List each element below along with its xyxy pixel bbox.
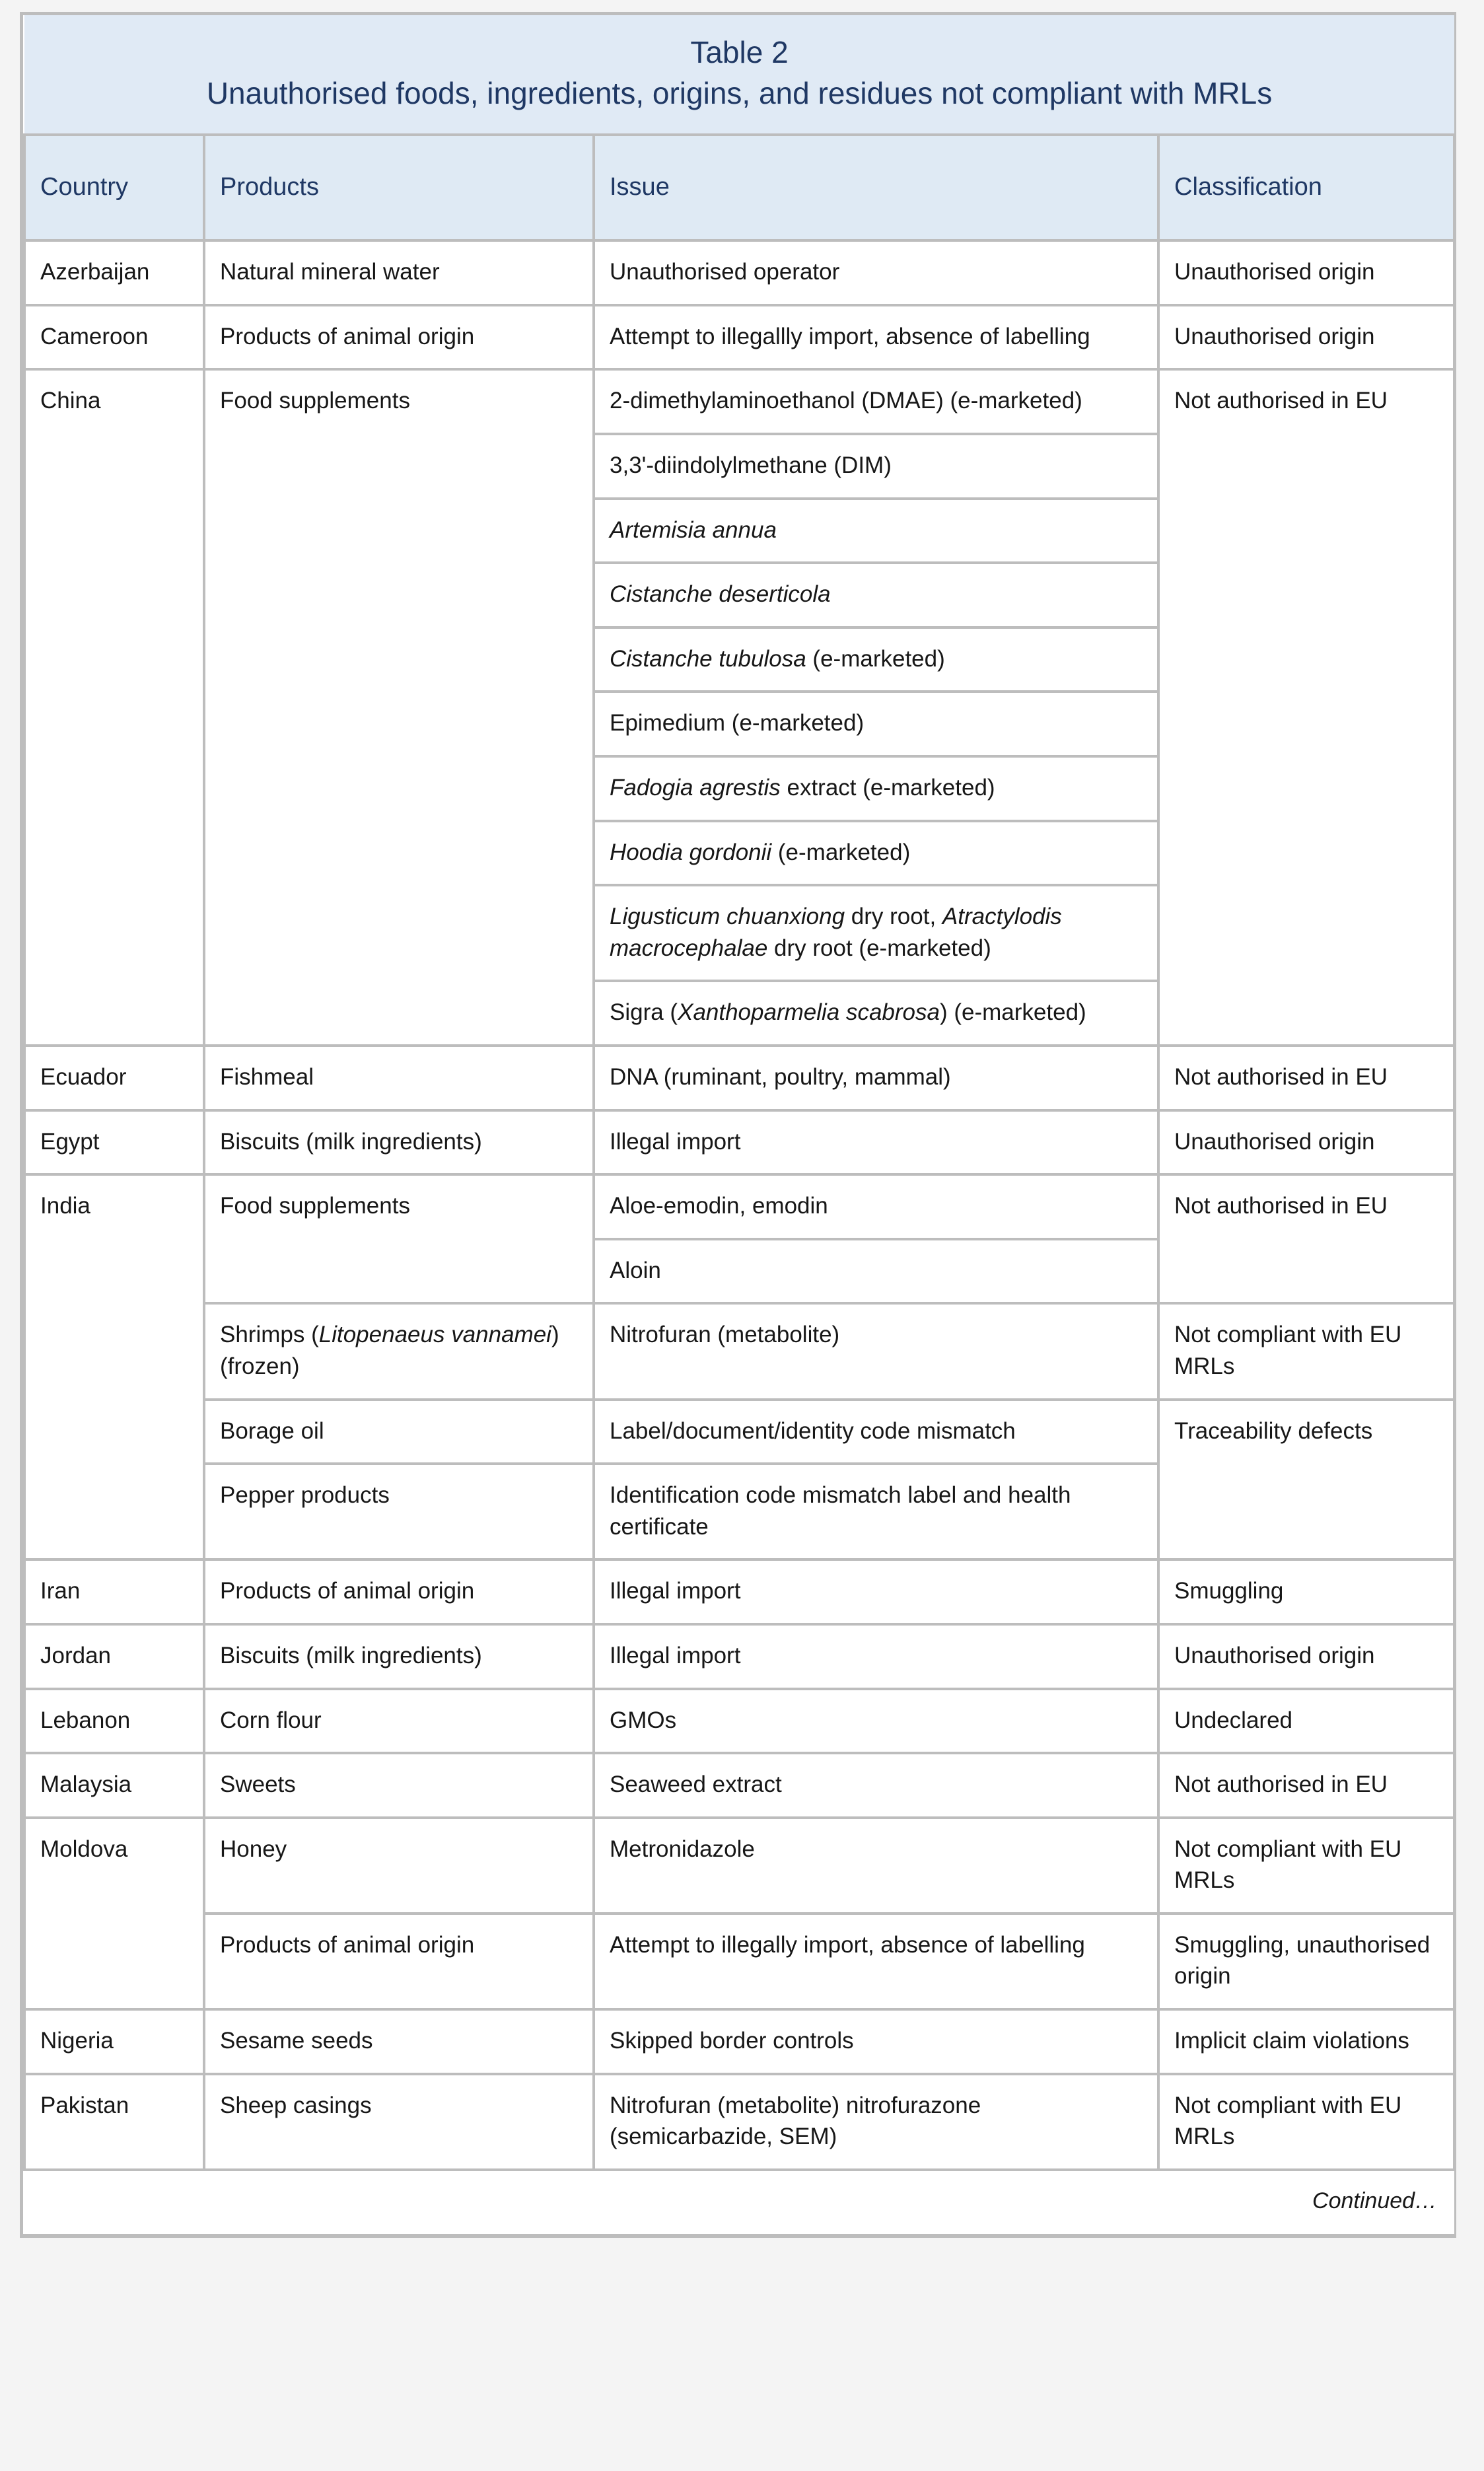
cell-issue-group: [594, 369, 1158, 1046]
issue-subrow: [595, 692, 1157, 756]
issue-text: (e-marketed): [771, 839, 911, 865]
table-row: [24, 1624, 1454, 1689]
table-caption-row: [24, 15, 1454, 135]
cell-issue: Unauthorised operator: [594, 240, 1158, 305]
cell-classification: Not authorised in EU: [1158, 1174, 1454, 1303]
issue-subtable: [595, 1176, 1157, 1302]
issue-subrow: [595, 981, 1157, 1044]
cell-issue: Seaweed extract: [594, 1753, 1158, 1818]
issue-subrow: [595, 434, 1157, 499]
cell-product: Fishmeal: [204, 1046, 594, 1110]
cell-issue: [595, 885, 1157, 981]
issue-text: (e-marketed): [806, 645, 945, 672]
table-row: [24, 2009, 1454, 2074]
issue-text: dry root (e-marketed): [767, 935, 991, 961]
product-species-name: Litopenaeus vannamei: [318, 1322, 551, 1348]
table-row: [24, 1110, 1454, 1175]
cell-product: Natural mineral water: [204, 240, 594, 305]
issue-species-name: Cistanche deserticola: [610, 581, 831, 608]
cell-classification: Traceability defects: [1158, 1400, 1454, 1560]
column-header-classification: Classification: [1158, 135, 1454, 240]
cell-country: Nigeria: [24, 2009, 204, 2074]
cell-issue: Metronidazole: [594, 1818, 1158, 1914]
issue-text: Sigra (: [610, 999, 678, 1026]
cell-product: Corn flour: [204, 1689, 594, 1754]
table-row: [24, 240, 1454, 305]
cell-issue: Attempt to illegally import, absence of labelling: [594, 1914, 1158, 2009]
table-row: [24, 2074, 1454, 2170]
issue-species-name: Artemisia annua: [610, 517, 777, 543]
cell-classification: Unauthorised origin: [1158, 240, 1454, 305]
issue-text: Epimedium (e-marketed): [610, 710, 865, 736]
table-row: [24, 1689, 1454, 1754]
issue-subrow: [595, 756, 1157, 821]
table-2: [23, 15, 1456, 2234]
product-text: Shrimps (: [220, 1322, 319, 1348]
cell-issue: Aloe-emodin, emodin: [595, 1176, 1157, 1239]
cell-classification: Not authorised in EU: [1158, 1753, 1454, 1818]
cell-issue: [595, 756, 1157, 821]
cell-classification: Unauthorised origin: [1158, 1110, 1454, 1175]
issue-subrow: [595, 627, 1157, 692]
table-footer-row: [24, 2170, 1454, 2234]
issue-subrow: [595, 1176, 1157, 1239]
table-caption: [24, 15, 1454, 135]
table-row: [24, 1046, 1454, 1110]
cell-country: Cameroon: [24, 305, 204, 370]
table-row: [24, 1753, 1454, 1818]
issue-species-name: Xanthoparmelia scabrosa: [678, 999, 940, 1026]
cell-issue: Skipped border controls: [594, 2009, 1158, 2074]
issue-subrow: [595, 499, 1157, 563]
cell-issue: [595, 821, 1157, 886]
cell-country: Azerbaijan: [24, 240, 204, 305]
cell-issue: [595, 499, 1157, 563]
cell-classification: Smuggling: [1158, 1559, 1454, 1624]
cell-product: Sheep casings: [204, 2074, 594, 2170]
column-header-issue: Issue: [594, 135, 1158, 240]
issue-subrow: [595, 371, 1157, 434]
cell-product: Food supplements: [204, 1174, 594, 1303]
table-row: [24, 1400, 1454, 1464]
cell-issue: Illegal import: [594, 1110, 1158, 1175]
table-title-label: Unauthorised foods, ingredients, origins, and residues not compliant with MRLs: [206, 75, 1273, 110]
cell-issue: [595, 371, 1157, 434]
cell-country: Egypt: [24, 1110, 204, 1175]
cell-product: Biscuits (milk ingredients): [204, 1110, 594, 1175]
cell-country: Lebanon: [24, 1689, 204, 1754]
continued-label: Continued…: [24, 2170, 1454, 2234]
table-2-container: [20, 12, 1456, 2238]
issue-subrow: [595, 821, 1157, 886]
cell-product: Pepper products: [204, 1464, 594, 1559]
cell-country: Iran: [24, 1559, 204, 1624]
table-row: [24, 1559, 1454, 1624]
cell-issue: Illegal import: [594, 1624, 1158, 1689]
issue-subtable: [595, 371, 1157, 1044]
cell-product: Products of animal origin: [204, 305, 594, 370]
table-row: [24, 1303, 1454, 1399]
cell-classification: Not authorised in EU: [1158, 369, 1454, 1046]
cell-product: Biscuits (milk ingredients): [204, 1624, 594, 1689]
issue-species-name: Cistanche tubulosa: [610, 645, 806, 672]
product-text: ) (frozen): [220, 1322, 559, 1379]
table-row: [24, 1818, 1454, 1914]
cell-country: Moldova: [24, 1818, 204, 2009]
table-row: [24, 369, 1454, 1046]
table-number-label: Table 2: [690, 35, 789, 69]
issue-text: 2-dimethylaminoethanol (DMAE) (e-marketed): [610, 388, 1082, 414]
cell-issue: Illegal import: [594, 1559, 1158, 1624]
cell-issue: [595, 981, 1157, 1044]
cell-classification: Unauthorised origin: [1158, 1624, 1454, 1689]
cell-product: Borage oil: [204, 1400, 594, 1464]
cell-issue: [595, 692, 1157, 756]
cell-issue-group: [594, 1174, 1158, 1303]
cell-product: Sesame seeds: [204, 2009, 594, 2074]
cell-classification: Not authorised in EU: [1158, 1046, 1454, 1110]
cell-product: Honey: [204, 1818, 594, 1914]
cell-country: Jordan: [24, 1624, 204, 1689]
issue-species-name: Fadogia agrestis: [610, 775, 781, 801]
cell-product: Products of animal origin: [204, 1914, 594, 2009]
issue-text: dry root,: [845, 904, 942, 930]
issue-text: ) (e-marketed): [940, 999, 1086, 1026]
cell-issue: [595, 563, 1157, 627]
cell-issue: Attempt to illegallly import, absence of labelling: [594, 305, 1158, 370]
cell-classification: Not compliant with EU MRLs: [1158, 2074, 1454, 2170]
cell-issue: Label/document/identity code mismatch: [594, 1400, 1158, 1464]
issue-text: extract (e-marketed): [780, 775, 995, 801]
column-header-products: Products: [204, 135, 594, 240]
issue-subrow: [595, 885, 1157, 981]
cell-issue: DNA (ruminant, poultry, mammal): [594, 1046, 1158, 1110]
cell-issue: [595, 627, 1157, 692]
issue-subrow: [595, 1239, 1157, 1303]
cell-country: Malaysia: [24, 1753, 204, 1818]
table-row: [24, 1174, 1454, 1303]
table-header-row: [24, 135, 1454, 240]
cell-issue: Nitrofuran (metabolite): [594, 1303, 1158, 1399]
cell-issue: Identification code mismatch label and health certificate: [594, 1464, 1158, 1559]
cell-issue: GMOs: [594, 1689, 1158, 1754]
cell-classification: Not compliant with EU MRLs: [1158, 1818, 1454, 1914]
cell-product: [204, 1303, 594, 1399]
cell-product: Products of animal origin: [204, 1559, 594, 1624]
cell-classification: Undeclared: [1158, 1689, 1454, 1754]
issue-species-name: Atractylodis macrocephalae: [610, 904, 1062, 961]
table-row: [24, 1914, 1454, 2009]
cell-country: Pakistan: [24, 2074, 204, 2170]
table-row: [24, 305, 1454, 370]
column-header-country: Country: [24, 135, 204, 240]
issue-subrow: [595, 563, 1157, 627]
cell-product: Food supplements: [204, 369, 594, 1046]
cell-product: Sweets: [204, 1753, 594, 1818]
cell-classification: Not compliant with EU MRLs: [1158, 1303, 1454, 1399]
cell-country: China: [24, 369, 204, 1046]
issue-text: 3,3'-diindolylmethane (DIM): [610, 452, 892, 479]
cell-issue: Nitrofuran (metabolite) nitrofurazone (semicarbazide, SEM): [594, 2074, 1158, 2170]
cell-classification: Implicit claim violations: [1158, 2009, 1454, 2074]
cell-issue: Aloin: [595, 1239, 1157, 1303]
cell-country: Ecuador: [24, 1046, 204, 1110]
cell-country: India: [24, 1174, 204, 1559]
cell-classification: Smuggling, unauthorised origin: [1158, 1914, 1454, 2009]
cell-issue: [595, 434, 1157, 499]
issue-species-name: Ligusticum chuanxiong: [610, 904, 845, 930]
issue-species-name: Hoodia gordonii: [610, 839, 772, 865]
cell-classification: Unauthorised origin: [1158, 305, 1454, 370]
